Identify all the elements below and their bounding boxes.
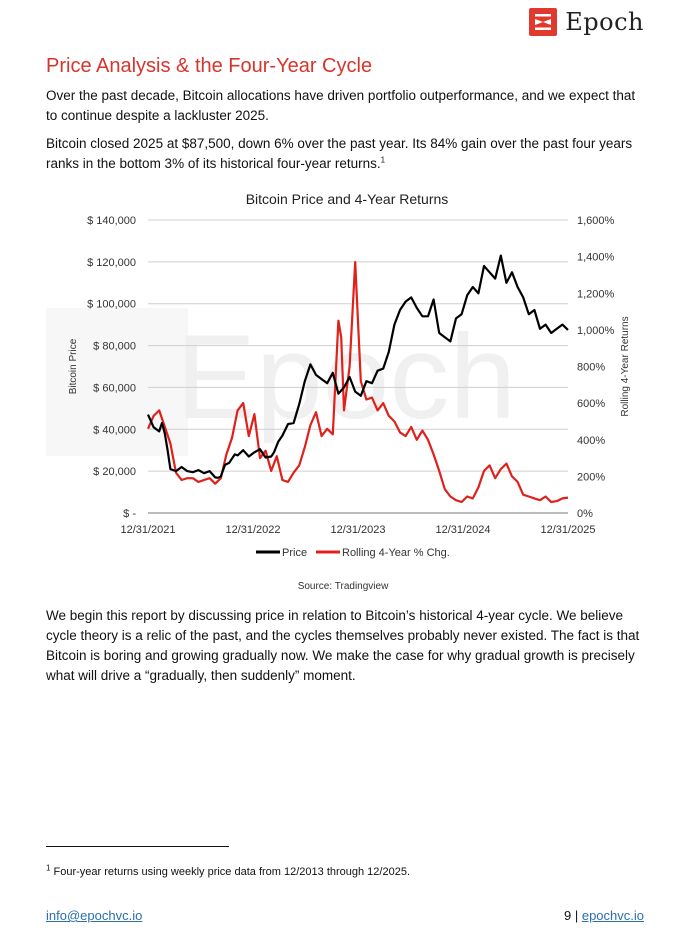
epoch-logo-icon — [529, 8, 557, 36]
y-axis-title: Bitcoin Price — [68, 338, 79, 395]
y2-tick-label: 200% — [577, 471, 606, 484]
x-tick-label: 12/31/2025 — [540, 524, 596, 536]
footnote-text: Four-year returns using weekly price data from 12/2013 through 12/2025. — [53, 866, 410, 878]
y-tick-label: $ 60,000 — [93, 382, 136, 395]
chart-title: Bitcoin Price and 4-Year Returns — [245, 191, 449, 207]
x-tick-label: 12/31/2022 — [225, 524, 281, 536]
x-tick-label: 12/31/2021 — [120, 524, 176, 536]
y-tick-label: $ 80,000 — [93, 340, 136, 353]
footnote-divider — [46, 846, 229, 847]
y-tick-label: $ 100,000 — [87, 298, 136, 311]
brand-name: Epoch — [565, 8, 644, 36]
watermark-text: Epoch — [175, 310, 517, 444]
legend-returns-label: Rolling 4-Year % Chg. — [342, 547, 450, 559]
paragraph-intro: Over the past decade, Bitcoin allocations have driven portfolio outperformance, and we expect that to continue despite a lackluster 2025. — [46, 88, 636, 123]
y-tick-label: $ 120,000 — [87, 256, 136, 269]
y2-tick-label: 800% — [577, 361, 606, 374]
paragraph-performance-text: Bitcoin closed 2025 at $87,500, down 6% over the past year. Its 84% gain over the past four years ranks in the bottom 3% of its historical four-year returns. — [46, 136, 633, 171]
y-tick-label: $ - — [123, 508, 136, 520]
y-tick-label: $ 140,000 — [87, 215, 136, 227]
footer-right — [564, 908, 644, 923]
y2-tick-label: 1,000% — [577, 324, 615, 337]
footnote — [46, 863, 410, 878]
y2-tick-label: 1,400% — [577, 251, 615, 264]
paragraph-performance — [46, 134, 642, 174]
footer-site-link[interactable]: epochvc.io — [581, 908, 644, 923]
y2-tick-label: 1,200% — [577, 288, 615, 301]
x-tick-label: 12/31/2023 — [330, 524, 386, 536]
y2-axis-title: Rolling 4-Year Returns — [620, 316, 631, 417]
section-title: Price Analysis & the Four-Year Cycle — [46, 55, 373, 77]
y2-tick-label: 0% — [577, 508, 593, 520]
y2-tick-label: 1,600% — [577, 215, 615, 227]
footer-email-link[interactable]: info@epochvc.io — [46, 908, 143, 923]
legend-price-label: Price — [282, 547, 308, 559]
paragraph-cycle: We begin this report by discussing price in relation to Bitcoin’s historical 4-year cycle. We believe cycle theory is a relic of the past, and the cycles themselves probably never existed. The fact is that Bitcoin is boring and growing gradually now. We make the case for why gradual growth is precisely what will drive a “gradually, then suddenly” moment. — [46, 608, 640, 683]
y2-tick-label: 400% — [577, 434, 606, 447]
y2-tick-label: 600% — [577, 398, 606, 411]
y-tick-label: $ 40,000 — [93, 424, 136, 437]
x-tick-label: 12/31/2024 — [435, 524, 491, 536]
page-number: 9 — [563, 908, 572, 923]
footnote-ref[interactable]: 1 — [380, 155, 386, 165]
footnote-marker: 1 — [46, 863, 51, 873]
footer-separator: | — [574, 908, 579, 923]
bitcoin-price-returns-chart — [46, 186, 646, 591]
chart-source: Source: Tradingview — [297, 581, 389, 591]
y-tick-label: $ 20,000 — [93, 466, 136, 479]
brand-logo — [529, 8, 644, 36]
